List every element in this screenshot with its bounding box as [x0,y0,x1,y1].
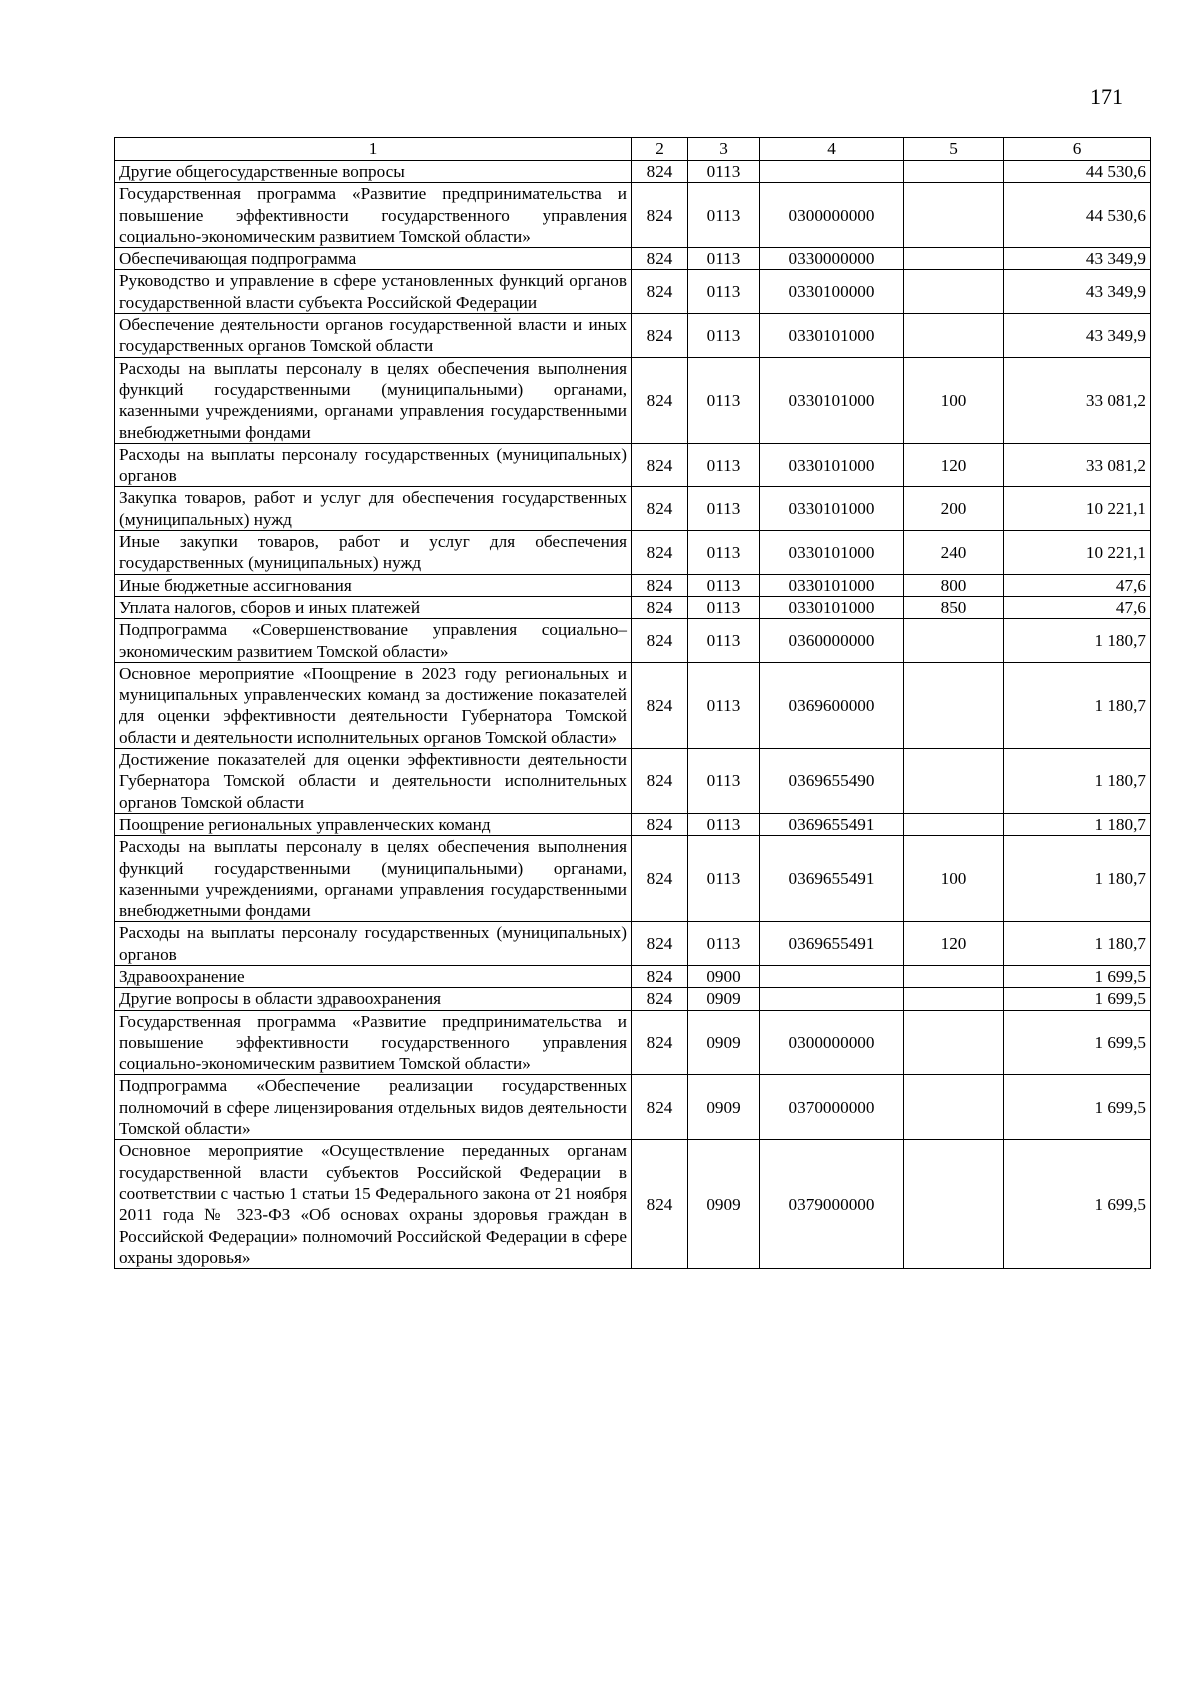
target-article-cell: 0369655491 [760,813,904,835]
row-name-cell: Основное мероприятие «Осуществление переданных органам государственной власти субъектов Российской Федерации в соответствии с частью 1 статьи 15 Федерального закона от 21 ноября 2011 года № 323-ФЗ «Об основах охраны здоровья граждан в Российской Федерации» полномочий Российской Федерации в сфере охраны здоровья» [115,1140,632,1269]
table-row [115,357,1151,443]
table-row [115,596,1151,618]
section-code-cell: 0113 [688,161,760,183]
table-row [115,443,1151,487]
table-row [115,813,1151,835]
table-row [115,922,1151,966]
row-name-cell: Другие общегосударственные вопросы [115,161,632,183]
target-article-cell: 0330000000 [760,248,904,270]
admin-code-cell: 824 [632,596,688,618]
target-article-cell: 0330101000 [760,314,904,358]
row-name-cell: Расходы на выплаты персоналу государственных (муниципальных) органов [115,922,632,966]
column-header: 5 [904,138,1004,161]
budget-table [114,137,1151,1269]
row-name-cell: Уплата налогов, сборов и иных платежей [115,596,632,618]
section-code-cell: 0113 [688,270,760,314]
section-code-cell: 0909 [688,1010,760,1075]
admin-code-cell: 824 [632,1140,688,1269]
amount-cell: 1 699,5 [1004,988,1151,1010]
target-article-cell: 0300000000 [760,1010,904,1075]
admin-code-cell: 824 [632,248,688,270]
table-row [115,1010,1151,1075]
expense-type-cell: 120 [904,443,1004,487]
section-code-cell: 0113 [688,183,760,248]
admin-code-cell: 824 [632,662,688,748]
admin-code-cell: 824 [632,183,688,248]
target-article-cell: 0330101000 [760,596,904,618]
expense-type-cell [904,248,1004,270]
expense-type-cell [904,813,1004,835]
expense-type-cell [904,1010,1004,1075]
admin-code-cell: 824 [632,922,688,966]
amount-cell: 33 081,2 [1004,443,1151,487]
target-article-cell: 0369600000 [760,662,904,748]
expense-type-cell: 100 [904,836,1004,922]
target-article-cell: 0300000000 [760,183,904,248]
section-code-cell: 0113 [688,574,760,596]
amount-cell: 1 180,7 [1004,922,1151,966]
section-code-cell: 0113 [688,922,760,966]
table-row [115,749,1151,814]
table-row [115,1140,1151,1269]
admin-code-cell: 824 [632,813,688,835]
expense-type-cell: 100 [904,357,1004,443]
section-code-cell: 0113 [688,487,760,531]
table-row [115,183,1151,248]
expense-type-cell [904,183,1004,248]
admin-code-cell: 824 [632,836,688,922]
section-code-cell: 0900 [688,965,760,987]
target-article-cell: 0369655490 [760,749,904,814]
target-article-cell: 0369655491 [760,922,904,966]
row-name-cell: Расходы на выплаты персоналу в целях обеспечения выполнения функций государственными (муниципальными) органами, казенными учреждениями, органами управления государственными внебюджетными фондами [115,357,632,443]
expense-type-cell [904,161,1004,183]
expense-type-cell [904,314,1004,358]
table-row [115,314,1151,358]
expense-type-cell [904,988,1004,1010]
section-code-cell: 0113 [688,314,760,358]
amount-cell: 10 221,1 [1004,487,1151,531]
section-code-cell: 0113 [688,443,760,487]
expense-type-cell [904,965,1004,987]
amount-cell: 47,6 [1004,574,1151,596]
column-header: 3 [688,138,760,161]
column-header: 6 [1004,138,1151,161]
table-row [115,619,1151,663]
section-code-cell: 0113 [688,662,760,748]
amount-cell: 1 180,7 [1004,749,1151,814]
admin-code-cell: 824 [632,749,688,814]
row-name-cell: Государственная программа «Развитие предпринимательства и повышение эффективности государственного управления социально-экономическим развитием Томской области» [115,1010,632,1075]
expense-type-cell [904,619,1004,663]
row-name-cell: Расходы на выплаты персоналу в целях обеспечения выполнения функций государственными (муниципальными) органами, казенными учреждениями, органами управления государственными внебюджетными фондами [115,836,632,922]
amount-cell: 1 699,5 [1004,1140,1151,1269]
admin-code-cell: 824 [632,1010,688,1075]
admin-code-cell: 824 [632,357,688,443]
row-name-cell: Подпрограмма «Совершенствование управления социально–экономическим развитием Томской области» [115,619,632,663]
table-row [115,270,1151,314]
section-code-cell: 0909 [688,988,760,1010]
target-article-cell: 0330101000 [760,357,904,443]
table-row [115,248,1151,270]
row-name-cell: Основное мероприятие «Поощрение в 2023 году региональных и муниципальных управленческих команд за достижение показателей для оценки эффективности деятельности Губернатора Томской области и деятельности исполнительных органов Томской области» [115,662,632,748]
section-code-cell: 0113 [688,749,760,814]
amount-cell: 1 180,7 [1004,836,1151,922]
section-code-cell: 0113 [688,813,760,835]
expense-type-cell [904,749,1004,814]
table-row [115,574,1151,596]
row-name-cell: Обеспечивающая подпрограмма [115,248,632,270]
expense-type-cell: 800 [904,574,1004,596]
target-article-cell: 0370000000 [760,1075,904,1140]
table-row [115,662,1151,748]
admin-code-cell: 824 [632,487,688,531]
amount-cell: 1 699,5 [1004,1075,1151,1140]
row-name-cell: Расходы на выплаты персоналу государственных (муниципальных) органов [115,443,632,487]
amount-cell: 43 349,9 [1004,248,1151,270]
section-code-cell: 0113 [688,531,760,575]
section-code-cell: 0113 [688,836,760,922]
table-row [115,965,1151,987]
target-article-cell: 0379000000 [760,1140,904,1269]
expense-type-cell: 200 [904,487,1004,531]
section-code-cell: 0113 [688,357,760,443]
target-article-cell [760,161,904,183]
column-header: 1 [115,138,632,161]
admin-code-cell: 824 [632,574,688,596]
table-header-row [115,138,1151,161]
row-name-cell: Достижение показателей для оценки эффективности деятельности Губернатора Томской области и деятельности исполнительных органов Томской области [115,749,632,814]
admin-code-cell: 824 [632,443,688,487]
row-name-cell: Иные закупки товаров, работ и услуг для обеспечения государственных (муниципальных) нужд [115,531,632,575]
admin-code-cell: 824 [632,965,688,987]
admin-code-cell: 824 [632,314,688,358]
target-article-cell [760,988,904,1010]
admin-code-cell: 824 [632,988,688,1010]
amount-cell: 44 530,6 [1004,161,1151,183]
row-name-cell: Закупка товаров, работ и услуг для обеспечения государственных (муниципальных) нужд [115,487,632,531]
section-code-cell: 0113 [688,619,760,663]
target-article-cell: 0330101000 [760,443,904,487]
amount-cell: 1 699,5 [1004,965,1151,987]
amount-cell: 44 530,6 [1004,183,1151,248]
table-row [115,836,1151,922]
admin-code-cell: 824 [632,161,688,183]
amount-cell: 33 081,2 [1004,357,1151,443]
expense-type-cell [904,270,1004,314]
admin-code-cell: 824 [632,270,688,314]
expense-type-cell [904,1140,1004,1269]
column-header: 2 [632,138,688,161]
table-row [115,1075,1151,1140]
admin-code-cell: 824 [632,531,688,575]
row-name-cell: Иные бюджетные ассигнования [115,574,632,596]
amount-cell: 43 349,9 [1004,314,1151,358]
amount-cell: 47,6 [1004,596,1151,618]
row-name-cell: Поощрение региональных управленческих команд [115,813,632,835]
target-article-cell: 0330101000 [760,487,904,531]
column-header: 4 [760,138,904,161]
admin-code-cell: 824 [632,619,688,663]
row-name-cell: Руководство и управление в сфере установленных функций органов государственной власти субъекта Российской Федерации [115,270,632,314]
expense-type-cell [904,662,1004,748]
target-article-cell: 0369655491 [760,836,904,922]
row-name-cell: Государственная программа «Развитие предпринимательства и повышение эффективности государственного управления социально-экономическим развитием Томской области» [115,183,632,248]
expense-type-cell [904,1075,1004,1140]
row-name-cell: Здравоохранение [115,965,632,987]
row-name-cell: Другие вопросы в области здравоохранения [115,988,632,1010]
expense-type-cell: 120 [904,922,1004,966]
target-article-cell: 0330100000 [760,270,904,314]
section-code-cell: 0909 [688,1140,760,1269]
amount-cell: 1 180,7 [1004,619,1151,663]
section-code-cell: 0113 [688,596,760,618]
admin-code-cell: 824 [632,1075,688,1140]
table-row [115,531,1151,575]
row-name-cell: Подпрограмма «Обеспечение реализации государственных полномочий в сфере лицензирования отдельных видов деятельности Томской области» [115,1075,632,1140]
expense-type-cell: 240 [904,531,1004,575]
amount-cell: 10 221,1 [1004,531,1151,575]
amount-cell: 1 180,7 [1004,813,1151,835]
section-code-cell: 0113 [688,248,760,270]
amount-cell: 1 180,7 [1004,662,1151,748]
page-number: 171 [1090,84,1123,109]
expense-type-cell: 850 [904,596,1004,618]
table-row [115,988,1151,1010]
table-body [115,161,1151,1269]
target-article-cell: 0330101000 [760,531,904,575]
amount-cell: 43 349,9 [1004,270,1151,314]
target-article-cell: 0330101000 [760,574,904,596]
table-row [115,161,1151,183]
amount-cell: 1 699,5 [1004,1010,1151,1075]
row-name-cell: Обеспечение деятельности органов государственной власти и иных государственных органов Томской области [115,314,632,358]
table-row [115,487,1151,531]
target-article-cell: 0360000000 [760,619,904,663]
section-code-cell: 0909 [688,1075,760,1140]
target-article-cell [760,965,904,987]
